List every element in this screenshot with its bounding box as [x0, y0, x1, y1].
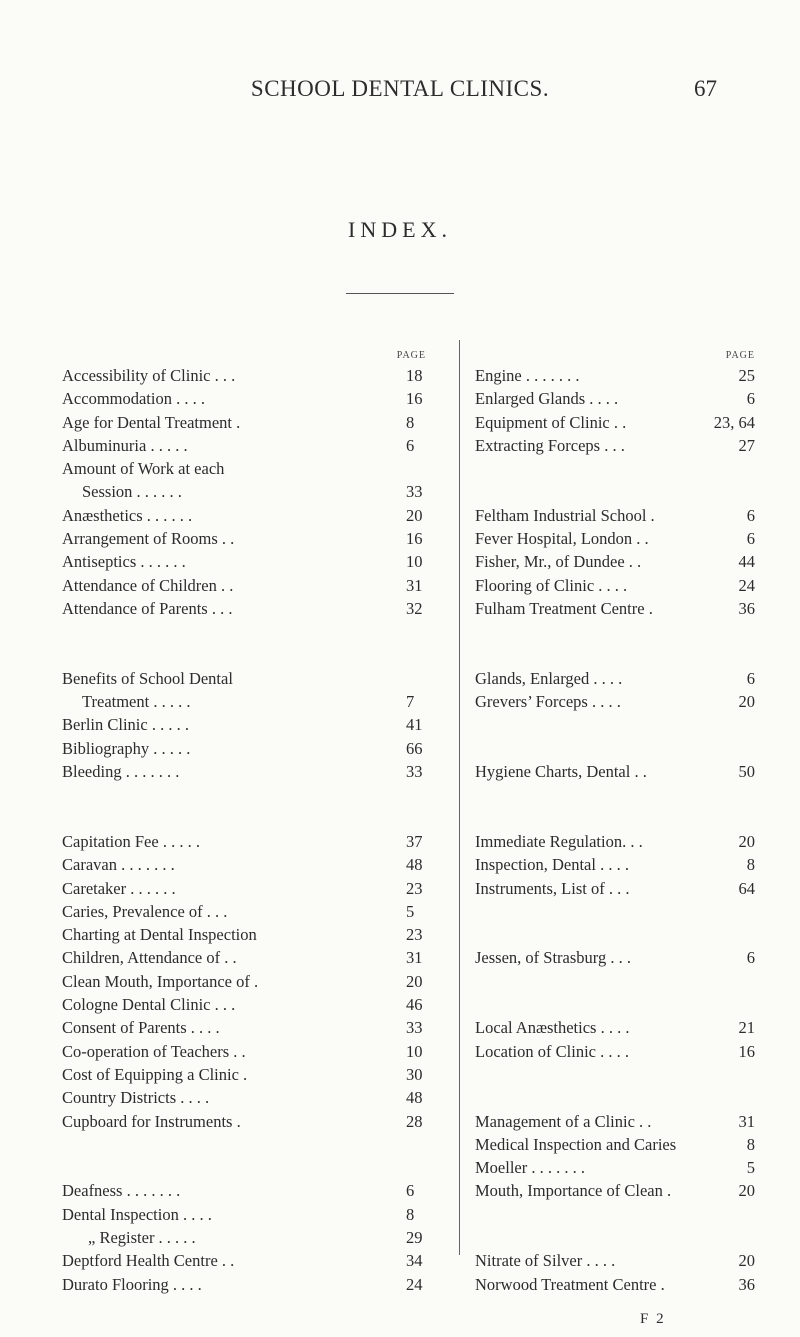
index-entry	[475, 527, 755, 550]
index-entry-page: 20	[738, 831, 755, 851]
index-entry	[62, 970, 446, 993]
entry-gap	[475, 1203, 755, 1226]
index-entry-page: 33	[406, 762, 423, 782]
entry-gap	[475, 644, 755, 667]
index-entry-page: 36	[738, 598, 755, 618]
index-entry-label: Fever Hospital, London . .	[475, 529, 649, 549]
index-entry	[475, 1249, 755, 1272]
index-entry-page: 34	[406, 1251, 423, 1271]
index-entry-page: 8	[746, 855, 755, 875]
index-entry	[475, 946, 755, 969]
index-entry	[475, 1110, 755, 1133]
index-entry-page: 27	[738, 435, 755, 455]
index-entry-page: 8	[746, 1134, 755, 1154]
index-entry-label: Medical Inspection and Caries	[475, 1134, 677, 1154]
index-entry	[62, 1110, 446, 1133]
index-entry-label: Treatment . . . . .	[82, 692, 191, 712]
index-entry-label: Age for Dental Treatment .	[62, 412, 241, 432]
index-entry-label: Dental Inspection . . . .	[62, 1204, 212, 1224]
index-entry-page: 16	[738, 1041, 755, 1061]
right-column-heading: PAGE	[725, 350, 755, 361]
index-entry-label: Berlin Clinic . . . . .	[62, 715, 189, 735]
index-entry-page: 8	[406, 412, 415, 432]
index-entry	[62, 1016, 446, 1039]
left-column-heading: PAGE	[396, 350, 426, 361]
index-entry-page: 36	[738, 1274, 755, 1294]
index-entry-label: Local Anæsthetics . . . .	[475, 1018, 630, 1038]
index-entry-label: Glands, Enlarged . . . .	[475, 668, 623, 688]
index-entry-page: 28	[406, 1111, 423, 1131]
index-entry	[62, 1063, 446, 1086]
index-entry-page: 10	[406, 552, 423, 572]
index-entry-page: 5	[406, 901, 415, 921]
index-entry	[62, 1203, 446, 1226]
index-entry-label: Arrangement of Rooms . .	[62, 529, 235, 549]
index-entry-label: Deptford Health Centre . .	[62, 1251, 235, 1271]
entry-gap	[475, 713, 755, 736]
index-entry	[475, 667, 755, 690]
left-index-column	[62, 350, 446, 1296]
index-entry-label: Durato Flooring . . . .	[62, 1274, 202, 1294]
index-entry-page: 41	[406, 715, 423, 735]
index-entry-label: Immediate Regulation. . .	[475, 831, 643, 851]
index-entry	[62, 364, 446, 387]
index-entry	[62, 667, 446, 690]
index-entry-page: 23	[406, 925, 423, 945]
index-entry	[62, 737, 446, 760]
index-entry	[475, 877, 755, 900]
index-entry	[475, 597, 755, 620]
index-entry-page: 66	[406, 738, 423, 758]
index-entry-page: 29	[406, 1227, 423, 1247]
index-title: INDEX.	[348, 217, 452, 242]
index-entry-label: Benefits of School Dental	[62, 668, 233, 688]
index-entry	[62, 387, 446, 410]
index-entry	[62, 434, 446, 457]
index-entry-label: Cupboard for Instruments .	[62, 1111, 241, 1131]
index-entry-label: Flooring of Clinic . . . .	[475, 575, 628, 595]
index-entry	[475, 364, 755, 387]
index-entry-page: 10	[406, 1041, 423, 1061]
index-entry-label: Inspection, Dental . . . .	[475, 855, 629, 875]
index-entry-label: Cologne Dental Clinic . . .	[62, 995, 236, 1015]
index-entry-page: 48	[406, 1088, 423, 1108]
index-entry	[62, 597, 446, 620]
left-index-entries	[62, 364, 446, 1296]
index-entry	[475, 574, 755, 597]
entry-gap	[62, 1156, 446, 1179]
index-entry-label: Feltham Industrial School .	[475, 505, 655, 525]
index-entry	[62, 900, 446, 923]
index-entry	[62, 480, 446, 503]
entry-gap	[475, 480, 755, 503]
index-entry	[62, 946, 446, 969]
index-entry-page: 18	[406, 366, 423, 385]
index-entry-label: Grevers’ Forceps . . . .	[475, 692, 621, 712]
index-entry	[475, 760, 755, 783]
entry-gap	[475, 737, 755, 760]
page-number: 67	[694, 76, 717, 101]
index-entry-label: Caravan . . . . . . .	[62, 855, 175, 875]
index-entry	[475, 1179, 755, 1202]
index-entry-label: Cost of Equipping a Clinic .	[62, 1064, 248, 1084]
index-entry-page: 21	[738, 1018, 755, 1038]
index-entry	[62, 760, 446, 783]
entry-gap	[475, 1063, 755, 1086]
index-entry-label: Instruments, List of . . .	[475, 878, 630, 898]
running-header	[0, 76, 800, 116]
entry-gap	[475, 783, 755, 806]
index-entry	[62, 923, 446, 946]
entry-gap	[475, 620, 755, 643]
entry-gap	[475, 457, 755, 480]
index-entry-page: 31	[738, 1111, 755, 1131]
index-entry-label: Albuminuria . . . . .	[62, 435, 188, 455]
index-entry-label: „ Register . . . . .	[88, 1227, 196, 1247]
column-divider	[459, 340, 460, 1255]
index-entry	[62, 1179, 446, 1202]
index-entry	[475, 1016, 755, 1039]
index-entry-label: Deafness . . . . . . .	[62, 1181, 181, 1201]
index-entry-page: 44	[738, 552, 755, 572]
entry-gap	[475, 970, 755, 993]
index-entry-page: 6	[746, 529, 755, 549]
index-entry	[475, 504, 755, 527]
index-entry-label: Fulham Treatment Centre .	[475, 598, 653, 618]
index-entry	[62, 550, 446, 573]
index-entry	[62, 690, 446, 713]
entry-gap	[62, 783, 446, 806]
index-entry-label: Equipment of Clinic . .	[475, 412, 627, 432]
index-entry	[475, 1040, 755, 1063]
index-entry-label: Consent of Parents . . . .	[62, 1018, 220, 1038]
index-entry	[62, 1086, 446, 1109]
index-entry-label: Norwood Treatment Centre .	[475, 1274, 665, 1294]
index-entry-label: Caries, Prevalence of . . .	[62, 901, 228, 921]
index-entry-page: 37	[406, 831, 423, 851]
index-entry	[62, 1040, 446, 1063]
index-entry-label: Country Districts . . . .	[62, 1088, 210, 1108]
entry-gap	[475, 923, 755, 946]
index-entry-label: Charting at Dental Inspection	[62, 925, 257, 945]
index-entry	[475, 1273, 755, 1296]
index-entry-page: 6	[406, 1181, 415, 1201]
index-entry-label: Capitation Fee . . . . .	[62, 831, 200, 851]
index-entry-label: Attendance of Parents . . .	[62, 598, 233, 618]
index-entry-page: 31	[406, 575, 423, 595]
index-entry	[62, 1273, 446, 1296]
index-entry	[475, 550, 755, 573]
index-entry-page: 6	[746, 948, 755, 968]
index-entry-label: Attendance of Children . .	[62, 575, 234, 595]
index-entry	[62, 1249, 446, 1272]
index-entry-label: Amount of Work at each	[62, 459, 225, 479]
index-entry-page: 8	[406, 1204, 415, 1224]
index-entry	[62, 574, 446, 597]
index-entry	[62, 527, 446, 550]
index-entry-label: Co-operation of Teachers . .	[62, 1041, 246, 1061]
index-entry-label: Hygiene Charts, Dental . .	[475, 762, 647, 782]
index-entry	[62, 504, 446, 527]
index-entry-label: Clean Mouth, Importance of .	[62, 971, 259, 991]
index-entry-label: Bleeding . . . . . . .	[62, 762, 180, 782]
index-entry-page: 30	[406, 1064, 423, 1084]
index-entry-label: Management of a Clinic . .	[475, 1111, 652, 1131]
index-entry	[475, 830, 755, 853]
index-entry	[475, 853, 755, 876]
index-entry-label: Engine . . . . . . .	[475, 366, 580, 385]
index-entry-page: 25	[738, 366, 755, 385]
index-entry	[62, 993, 446, 1016]
index-entry-page: 20	[738, 1251, 755, 1271]
index-entry	[475, 387, 755, 410]
index-entry	[62, 713, 446, 736]
index-entry-page: 20	[406, 505, 423, 525]
right-index-column	[475, 350, 755, 1296]
index-entry-page: 23, 64	[713, 412, 755, 432]
index-entry	[62, 411, 446, 434]
index-entry-page: 24	[406, 1274, 423, 1294]
index-entry-page: 20	[738, 1181, 755, 1201]
index-entry-page: 6	[406, 435, 415, 455]
index-entry-page: 16	[406, 389, 423, 409]
entry-gap	[475, 1226, 755, 1249]
index-entry-label: Extracting Forceps . . .	[475, 435, 625, 455]
index-entry-page: 48	[406, 855, 423, 875]
index-entry-page: 46	[406, 995, 423, 1015]
index-entry-page: 50	[738, 762, 755, 782]
index-entry	[475, 434, 755, 457]
index-entry	[62, 830, 446, 853]
index-entry	[475, 1156, 755, 1179]
index-entry-label: Jessen, of Strasburg . . .	[475, 948, 631, 968]
index-entry-label: Location of Clinic . . . .	[475, 1041, 629, 1061]
index-entry-label: Antiseptics . . . . . .	[62, 552, 186, 572]
index-entry-label: Caretaker . . . . . .	[62, 878, 176, 898]
entry-gap	[475, 1086, 755, 1109]
index-entry-page: 5	[746, 1158, 755, 1178]
index-entry-label: Enlarged Glands . . . .	[475, 389, 619, 409]
index-entry	[475, 690, 755, 713]
entry-gap	[62, 644, 446, 667]
index-entry	[475, 1133, 755, 1156]
entry-gap	[62, 1133, 446, 1156]
index-entry	[62, 877, 446, 900]
index-entry-page: 64	[738, 878, 755, 898]
index-entry-label: Anæsthetics . . . . . .	[62, 505, 193, 525]
index-entry-page: 20	[406, 971, 423, 991]
index-entry-label: Nitrate of Silver . . . .	[475, 1251, 616, 1271]
index-entry-label: Bibliography . . . . .	[62, 738, 191, 758]
index-entry-page: 33	[406, 1018, 423, 1038]
entry-gap	[475, 900, 755, 923]
entry-gap	[475, 807, 755, 830]
index-entry-page: 32	[406, 598, 423, 618]
entry-gap	[62, 807, 446, 830]
index-entry-label: Session . . . . . .	[82, 482, 182, 502]
signature-mark: F 2	[640, 1311, 666, 1327]
running-title: SCHOOL DENTAL CLINICS.	[250, 76, 550, 101]
index-entry-page: 33	[406, 482, 423, 502]
right-index-entries	[475, 364, 755, 1296]
index-entry-label: Accommodation . . . .	[62, 389, 205, 409]
index-entry-label: Fisher, Mr., of Dundee . .	[475, 552, 642, 572]
index-entry	[475, 411, 755, 434]
index-entry-page: 6	[746, 505, 755, 525]
index-entry-label: Mouth, Importance of Clean .	[475, 1181, 672, 1201]
title-rule	[346, 293, 454, 294]
index-entry-page: 20	[738, 692, 755, 712]
index-entry-page: 6	[746, 668, 755, 688]
index-entry-label: Children, Attendance of . .	[62, 948, 237, 968]
index-entry	[62, 457, 446, 480]
index-entry-page: 23	[406, 878, 423, 898]
index-entry-label: Accessibility of Clinic . . .	[62, 366, 236, 385]
entry-gap	[475, 993, 755, 1016]
index-entry	[62, 853, 446, 876]
index-entry-page: 16	[406, 529, 423, 549]
index-entry-page: 31	[406, 948, 423, 968]
index-entry	[62, 1226, 446, 1249]
index-entry-page: 7	[406, 692, 415, 712]
index-entry-page: 24	[738, 575, 755, 595]
entry-gap	[62, 620, 446, 643]
index-entry-page: 6	[746, 389, 755, 409]
index-entry-label: Moeller . . . . . . .	[475, 1158, 585, 1178]
